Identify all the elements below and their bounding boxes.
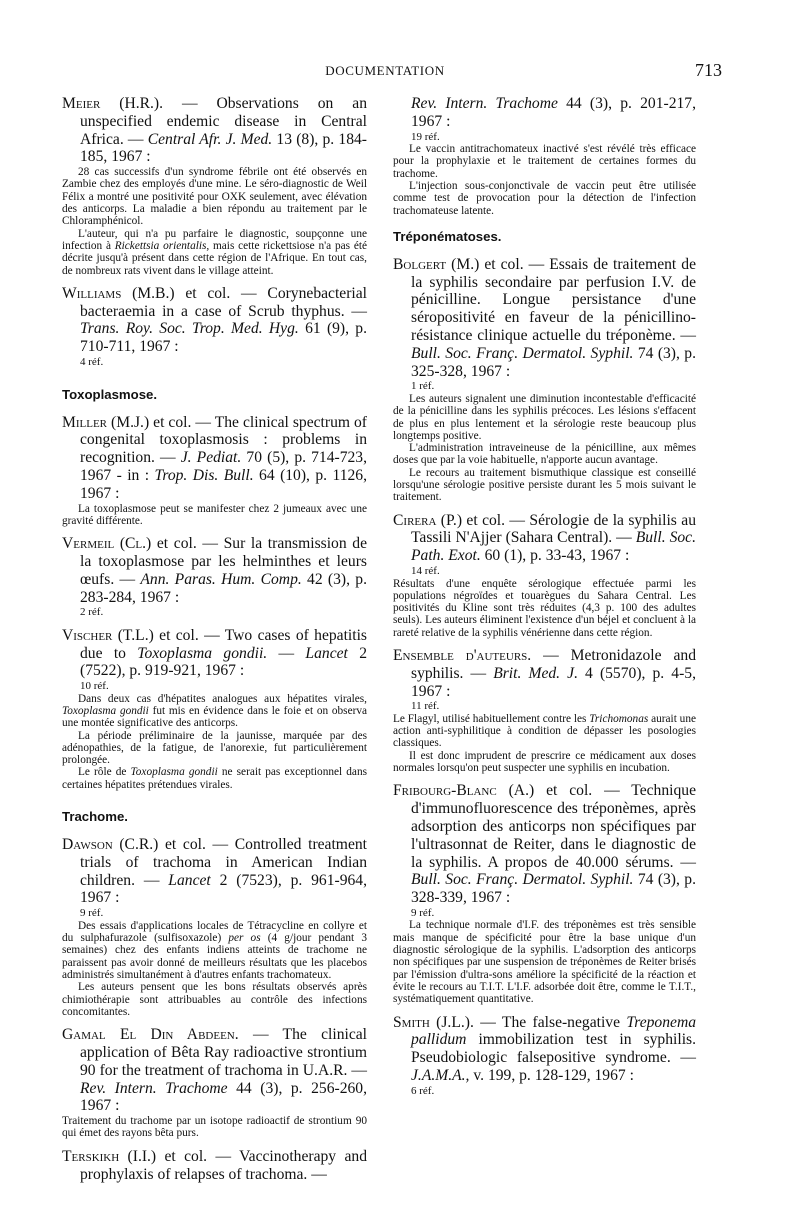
- abstract-text: (4 g/jour pendant 3 semaines) chez des enfants indiens atteints de trachome ne paraissent pas avoir donné de meilleurs résultats que les placebos administrés simultanément à d'autres enfants trachomateux.: [62, 932, 367, 981]
- author: Dawson (C.R.): [62, 836, 159, 854]
- section-title-toxoplasmose: Toxoplasmose.: [62, 386, 158, 402]
- entry-gamal: [62, 1026, 367, 1140]
- entry-smith: [393, 1014, 696, 1098]
- abstract-paragraph: [62, 920, 367, 981]
- abstract-italic: Toxoplasma gondii: [62, 705, 149, 717]
- citation-title: et col. — Sur la transmission de la toxoplasmose par les helminthes et leurs œufs. —: [80, 535, 367, 588]
- entry-dawson: [62, 836, 367, 1018]
- citation-details: 44 (3), p. 201-217, 1967 :: [411, 95, 696, 130]
- citation: [62, 836, 367, 907]
- abstract-italic: Trichomonas: [589, 712, 649, 725]
- reference-count: 6 réf.: [411, 1084, 435, 1097]
- author: Williams (M.B.): [62, 284, 175, 302]
- author: Smith (J.L.).: [393, 1013, 474, 1031]
- citation: [393, 782, 696, 907]
- journal: Rev. Intern. Trachome: [411, 95, 558, 112]
- journal: Central Afr. J. Med.: [147, 130, 273, 148]
- citation-title: — Observations on an unspecified endemic disease in Central Africa. —: [80, 95, 367, 148]
- citation-title: et col. — Sérologie de la syphilis au Tassili N'Ajjer (Sahara Central). —: [411, 511, 696, 547]
- citation-title: et col. — Two cases of hepatitis due to: [80, 626, 367, 662]
- abstract-text: Le rôle de: [78, 766, 131, 779]
- entry-vermeil: [62, 535, 367, 619]
- author: Vermeil (Cl.): [62, 535, 152, 553]
- entry-cirera: [393, 512, 696, 639]
- citation-title: et col. — Corynebacterial bacteraemia in a case of Scrub thyphus. —: [80, 284, 367, 320]
- citation-title: et col. — Controlled treatment trials of trachoma in American Indian children. —: [80, 836, 367, 889]
- abstract-paragraph: Traitement du trachome par un isotope radioactif de strontium 90 qui émet des rayons bêta purs.: [62, 1115, 367, 1140]
- section-title-treponematoses: Tréponématoses.: [393, 228, 502, 244]
- reference-count: 10 réf.: [80, 680, 109, 693]
- journal: Rev. Intern. Trachome: [80, 1079, 228, 1097]
- citation: [393, 256, 696, 381]
- abstract-text: mais cette rickettsiose n'a pas été décrite jusqu'à présent dans cette région de l'Afrique. En tout cas, de nombreux rats vivent dans le village atteint.: [62, 239, 367, 277]
- author: Terskikh (I.I.): [62, 1147, 157, 1165]
- section-title-trachome: Trachome.: [62, 809, 128, 825]
- citation-details: 74 (3), p. 328-339, 1967 :: [411, 871, 696, 907]
- citation: [62, 535, 367, 606]
- abstract-paragraph: Résultats d'une enquête sérologique effectuée parmi les populations négroïdes et touarègues du Sahara Central. Les positivités du Kline sont très réduites (4,3 p. 100 des adultes seuls). Les auteurs éliminent l'existence d'un béjel et concluent à la rareté relative de la syphilis vénérienne dans cette région.: [393, 577, 696, 639]
- journal: Bull. Soc. Franç. Dermatol. Syphil.: [411, 871, 634, 889]
- citation-title: et col. — Vaccinotherapy and prophylaxis of relapses of trachoma. —: [80, 1147, 367, 1183]
- journal: Trop. Dis. Bull.: [154, 466, 254, 484]
- entry-fribourg: [393, 782, 696, 1005]
- journal: Bull. Soc. Path. Exot.: [411, 529, 696, 565]
- citation-details: v. 199, p. 128-129, 1967 :: [469, 1066, 634, 1084]
- reference-count: 9 réf.: [411, 906, 435, 919]
- citation-title: — Metronidazole and syphilis. —: [411, 647, 696, 682]
- entry-ensemble: [393, 647, 696, 774]
- journal: Trans. Roy. Soc. Trop. Med. Hyg.: [80, 320, 299, 338]
- citation-details: 2 (7523), p. 961-964, 1967 :: [80, 871, 367, 907]
- entry-bolgert: [393, 256, 696, 504]
- citation-details: immobilization test in syphilis. Pseudobiologic falsepositive syndrome. —: [411, 1031, 696, 1067]
- author: Gamal El Din Abdeen.: [62, 1026, 239, 1044]
- reference-count: 19 réf.: [411, 130, 440, 143]
- citation-details: 13 (8), p. 184-185, 1967 :: [80, 130, 367, 166]
- abstract-paragraph: L'injection sous-conjonctivale de vaccin peut être utilisée comme test de provocation pour la détection de l'infection trachomateuse latente.: [393, 179, 696, 217]
- citation: [62, 414, 367, 503]
- abstract-paragraph: [62, 228, 367, 277]
- author: Vischer (T.L.): [62, 626, 154, 644]
- reference-count: 2 réf.: [80, 606, 104, 619]
- citation-title: et col. — The clinical spectrum of congenital toxoplasmosis : problems in recognition. —: [80, 413, 367, 467]
- abstract-paragraph: La technique normale d'I.F. des tréponèmes est très sensible mais manque de spécificité pour être la base unique d'un diagnostic sérologique de la syphilis. L'adsorption des anticorps non spécifiques par une suspension de tréponèmes de Reiter brisés par l'émission d'ultra-sons améliore la spécificité de la réaction et évite le recours au T.I.T. L'I.F. adsorbée doit être, comme le T.I.T., systématiquement quantitative.: [393, 919, 696, 1006]
- citation: [393, 512, 696, 565]
- journal: J.A.M.A.,: [411, 1066, 470, 1084]
- author: Fribourg-Blanc (A.): [393, 782, 535, 800]
- citation: [393, 1014, 696, 1085]
- citation: [62, 1026, 367, 1115]
- author: Meier (H.R.).: [62, 95, 163, 112]
- reference-count: 9 réf.: [80, 907, 104, 920]
- page-number: 713: [695, 60, 722, 80]
- journal: Treponema pallidum: [411, 1013, 696, 1049]
- citation: [62, 627, 367, 680]
- journal: Toxoplasma gondii.: [137, 644, 268, 662]
- abstract-paragraph: [62, 693, 367, 730]
- citation: [62, 285, 367, 356]
- entry-terskikh-part2: [393, 95, 696, 217]
- citation-details: 60 (1), p. 33-43, 1967 :: [480, 547, 630, 565]
- abstract-paragraph: Le recours au traitement bismuthique classique est conseillé lorsqu'une sérologie positive persiste durant les 5 mois suivant le traitement.: [393, 466, 696, 504]
- abstract-paragraph: La période préliminaire de la jaunisse, marquée par des adénopathies, de la fatigue, de l'anorexie, fut particulièrement prolongée.: [62, 729, 367, 767]
- journal: Lancet: [168, 871, 211, 889]
- entry-meier: [62, 95, 367, 277]
- citation-title: et col. — Technique d'immunofluorescence des tréponèmes, après adsorption des anticorps non spécifiques par l'ultrasonnat de Reiter, dans le diagnostic de la syphilis. A propos de 40.000 sérums. —: [411, 782, 696, 871]
- citation-details: —: [267, 644, 306, 662]
- entry-williams: [62, 285, 367, 369]
- abstract-paragraph: Les auteurs signalent une diminution incontestable d'efficacité de la pénicilline dans les syphilis précoces. Les lésions s'effacent de plus en plus lentement et la sérologie reste beaucoup plus longtemps positive.: [393, 392, 696, 442]
- citation-details: 44 (3), p. 256-260, 1967 :: [80, 1079, 367, 1115]
- abstract-text: Dans deux cas d'hépatites analogues aux hépatites virales,: [78, 692, 367, 705]
- journal: Ann. Paras. Hum. Comp.: [140, 570, 302, 588]
- author: Ensemble d'auteurs.: [393, 647, 532, 664]
- journal: Brit. Med. J.: [493, 664, 578, 682]
- citation: [62, 95, 367, 166]
- author: Cirera (P.): [393, 511, 463, 529]
- journal: Lancet: [305, 644, 348, 662]
- citation-details: 70 (5), p. 714-723, 1967 - in :: [80, 449, 367, 484]
- abstract-italic: per os: [228, 932, 261, 945]
- citation: [393, 647, 696, 700]
- citation-details: 64 (10), p. 1126, 1967 :: [80, 466, 367, 502]
- citation-title: — The false-negative: [473, 1013, 627, 1031]
- entry-miller: [62, 414, 367, 528]
- left-column: [62, 95, 367, 1191]
- abstract-paragraph: Le vaccin antitrachomateux inactivé s'est révélé très efficace pour la prophylaxie et le traitement de certaines formes du trachome.: [393, 143, 696, 180]
- reference-count: 14 réf.: [411, 565, 440, 578]
- citation-details: 2 (7522), p. 919-921, 1967 :: [80, 644, 367, 680]
- reference-count: 4 réf.: [80, 356, 104, 369]
- abstract-text: Le Flagyl, utilisé habituellement contre les: [393, 712, 590, 725]
- entry-terskikh-part1: [62, 1148, 367, 1184]
- abstract-paragraph: La toxoplasmose peut se manifester chez 2 jumeaux avec une gravité différente.: [62, 502, 367, 527]
- abstract-italic: Toxoplasma gondii: [130, 766, 218, 779]
- abstract-text: Des essais d'applications locales de Tétracycline en collyre et du sulphafurazole (sulfisoxazole): [62, 919, 367, 945]
- citation-details: 42 (3), p. 283-284, 1967 :: [80, 570, 367, 606]
- abstract-paragraph: Les auteurs pensent que les bons résultats observés après chimiothérapie sont attribuables au contrôle des infections concomitantes.: [62, 981, 367, 1018]
- abstract-paragraph: L'administration intraveineuse de la pénicilline, aux mêmes doses que par la voie habituelle, n'apporte aucun avantage.: [393, 442, 696, 467]
- abstract-text: ne serait pas exceptionnel dans certaines hépatites prétendues virales.: [62, 766, 367, 791]
- abstract-text: fut mis en évidence dans le foie et on observa une montée significative des anticorps.: [62, 705, 368, 730]
- citation-continued: [393, 95, 696, 131]
- reference-count: 11 réf.: [411, 700, 440, 713]
- reference-count: 1 réf.: [411, 380, 435, 393]
- abstract-paragraph: 28 cas successifs d'un syndrome fébrile ont été observés en Zambie chez des employés d'une mine. Le séro-diagnostic de Weil Félix a montré une positivité pour OXK seulement, avec élévation des anticorps. La maladie a bien répondu au traitement par le Chloramphénicol.: [62, 166, 367, 228]
- abstract-paragraph: [393, 713, 696, 750]
- abstract-paragraph: Il est donc imprudent de prescrire ce médicament aux doses normales lorsqu'on peut suspecter une syphilis en incubation.: [393, 749, 696, 775]
- author: Miller (M.J.): [62, 413, 150, 431]
- abstract-text: L'auteur, qui n'a pu parfaire le diagnostic, soupçonne une infection à: [62, 227, 367, 252]
- journal: J. Pediat.: [180, 449, 242, 467]
- abstract-text: aurait une action anti-syphilitique à condition de dépasser les posologies classiques.: [393, 712, 696, 750]
- citation: [62, 1148, 367, 1184]
- citation-details: 61 (9), p. 710-711, 1967 :: [80, 320, 367, 356]
- journal: Bull. Soc. Franç. Dermatol. Syphil.: [411, 344, 634, 362]
- abstract-italic: Rickettsia orientalis,: [114, 239, 210, 252]
- citation-details: 74 (3), p. 325-328, 1967 :: [411, 344, 696, 380]
- running-header: DOCUMENTATION: [325, 63, 445, 78]
- abstract-paragraph: [62, 766, 367, 791]
- entry-vischer: [62, 627, 367, 791]
- right-column: [393, 95, 696, 1105]
- citation-details: 4 (5570), p. 4-5, 1967 :: [411, 664, 696, 700]
- citation-title: — The clinical application of Bêta Ray radioactive strontium 90 for the treatment of trachoma in U.A.R. —: [80, 1026, 367, 1079]
- author: Bolgert (M.): [393, 255, 480, 273]
- citation-title: et col. — Essais de traitement de la syphilis secondaire par perfusion I.V. de pénicilline. Longue persistance d'une séropositivité en faveur de la pénicillino-résistance clinique actuelle du tréponème. —: [411, 255, 697, 345]
